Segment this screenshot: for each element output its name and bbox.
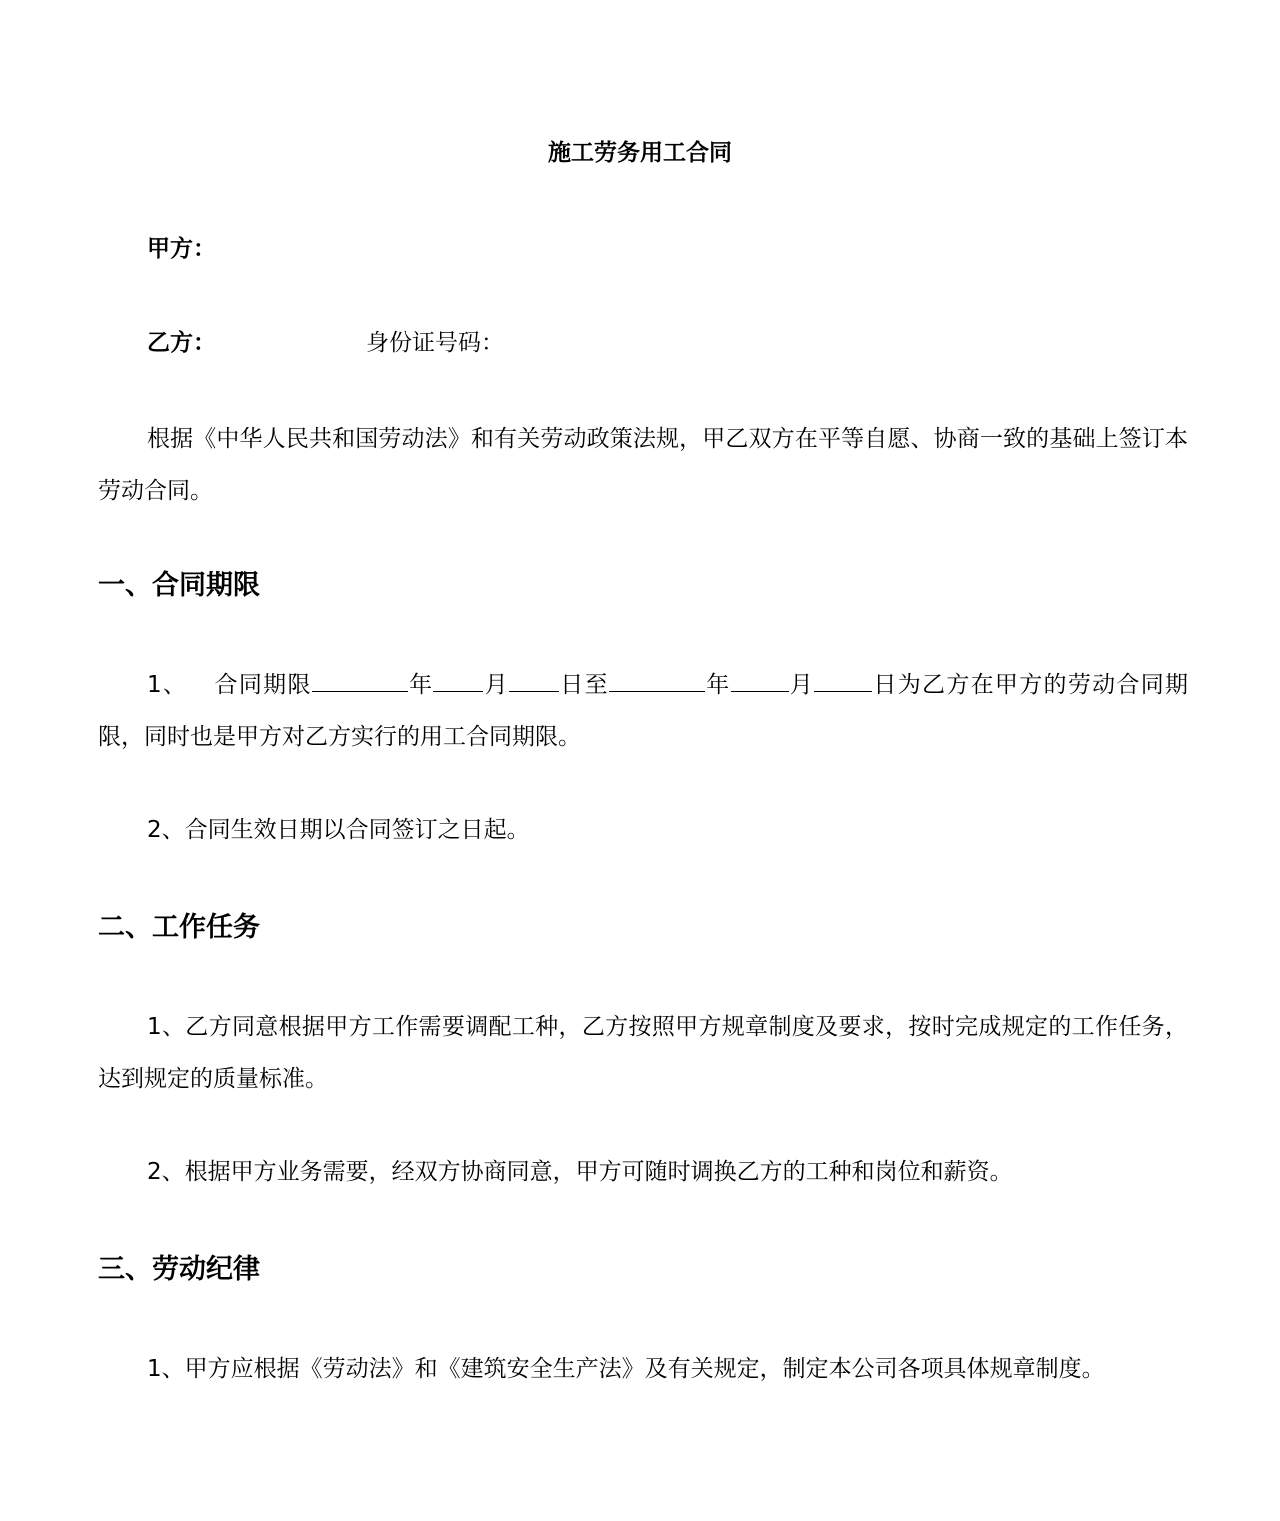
section-heading-term: 一、合同期限 bbox=[98, 570, 260, 601]
end-month-label: 月 bbox=[788, 672, 815, 698]
end-year-label: 年 bbox=[704, 672, 731, 698]
start-month-blank bbox=[433, 667, 483, 692]
tasks-clause-2: 2、根据甲方业务需要，经双方协商同意，甲方可随时调换乙方的工种和岗位和薪资。 bbox=[147, 1159, 1013, 1185]
start-year-blank bbox=[312, 667, 408, 692]
party-b-id-label: 身份证号码： bbox=[366, 330, 504, 356]
start-year-label: 年 bbox=[407, 672, 434, 698]
start-day-blank bbox=[509, 667, 559, 692]
document-title: 施工劳务用工合同 bbox=[548, 140, 732, 166]
term-clause-1-tail: 日为乙方在甲方的劳动合同期限，同时也是甲方对乙方实行的用工合同期限。 bbox=[98, 672, 1189, 750]
section-heading-discipline: 三、劳动纪律 bbox=[98, 1254, 260, 1285]
tasks-clause-1: 1、乙方同意根据甲方工作需要调配工种，乙方按照甲方规章制度及要求，按时完成规定的工作任务，达到规定的质量标准。 bbox=[98, 1014, 1188, 1092]
end-month-blank bbox=[731, 667, 789, 692]
preamble-paragraph: 根据《中华人民共和国劳动法》和有关劳动政策法规，甲乙双方在平等自愿、协商一致的基础上签订本劳动合同。 bbox=[98, 426, 1188, 504]
start-day-to-label: 日至 bbox=[558, 672, 609, 698]
term-clause-1-lead: 合同期限 bbox=[213, 672, 312, 698]
party-b-field bbox=[147, 326, 504, 360]
party-a-field bbox=[147, 232, 216, 266]
end-day-blank bbox=[814, 667, 872, 692]
party-a-label: 甲方： bbox=[147, 236, 216, 262]
start-month-label: 月 bbox=[483, 672, 509, 698]
section-heading-tasks: 二、工作任务 bbox=[98, 912, 260, 943]
end-year-blank bbox=[609, 667, 705, 692]
discipline-clause-1: 1、甲方应根据《劳动法》和《建筑安全生产法》及有关规定，制定本公司各项具体规章制度。 bbox=[147, 1356, 1105, 1382]
party-b-label: 乙方： bbox=[147, 330, 216, 356]
term-clause-2: 2、合同生效日期以合同签订之日起。 bbox=[147, 817, 530, 843]
term-clause-1-number: 1、 bbox=[147, 672, 188, 698]
term-clause-1 bbox=[98, 659, 1188, 763]
